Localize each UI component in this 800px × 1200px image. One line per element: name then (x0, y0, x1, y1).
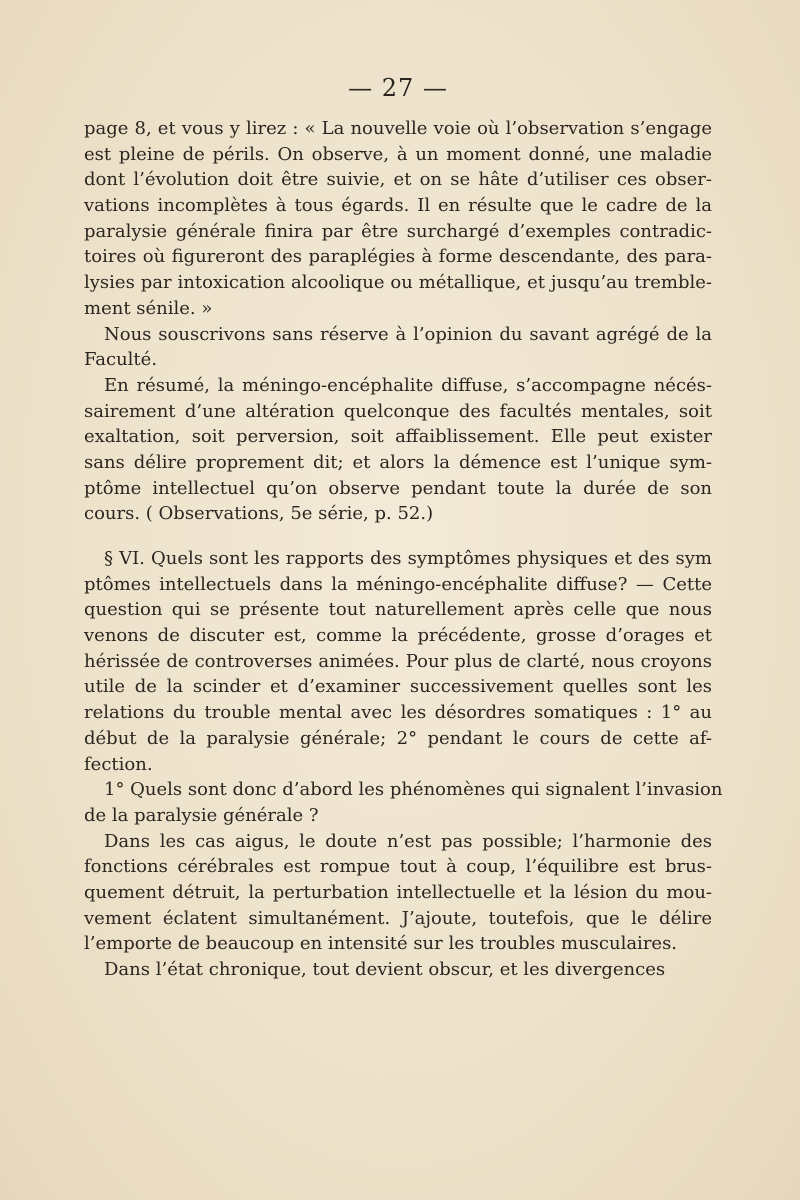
text-line: vement éclatent simultanément. J’ajoute, toutefois, que le délire (84, 907, 712, 929)
text-line: relations du trouble mental avec les désordres somatiques : 1° au (84, 702, 712, 724)
text-line: toires où figureront des paraplégies à forme descendante, des para- (84, 246, 712, 268)
text-line: hérissée de controverses animées. Pour plus de clarté, nous croyons (84, 650, 712, 672)
text-line: de la paralysie générale ? (84, 804, 319, 826)
text-line: quement détruit, la perturbation intellectuelle et la lésion du mou- (84, 881, 712, 903)
text-line: vations incomplètes à tous égards. Il en résulte que le cadre de la (84, 195, 712, 217)
text-line: Faculté. (84, 349, 158, 371)
text-line: Dans les cas aigus, le doute n’est pas possible; l’harmonie des (104, 830, 712, 852)
text-line: est pleine de périls. On observe, à un moment donné, une maladie (84, 143, 712, 165)
text-line: 1° Quels sont donc d’abord les phénomènes qui signalent l’invasion (104, 779, 723, 801)
page (84, 72, 723, 983)
body-text (84, 116, 723, 983)
text-line: ptôme intellectuel qu’on observe pendant toute la durée de son (84, 477, 712, 499)
section-gap (84, 527, 712, 546)
text-line: ment sénile. » (84, 297, 213, 319)
text-line: Dans l’état chronique, tout devient obscur, et les divergences (104, 959, 666, 980)
text-line: cours. ( Observations, 5e série, p. 52.) (84, 503, 434, 525)
text-line: fection. (84, 753, 153, 775)
text-line: ptômes intellectuels dans la méningo-encéphalite diffuse? — Cette (84, 573, 712, 595)
text-line: En résumé, la méningo-encéphalite diffuse, s’accompagne nécés- (104, 374, 712, 396)
text-line: question qui se présente tout naturellement après celle que nous (84, 599, 712, 621)
text-line: utile de la scinder et d’examiner successivement quelles sont les (84, 676, 712, 698)
text-line: sairement d’une altération quelconque des facultés mentales, soit (84, 400, 712, 422)
text-line: venons de discuter est, comme la précédente, grosse d’orages et (84, 625, 712, 647)
text-line: paralysie générale finira par être surchargé d’exemples contradic- (84, 220, 712, 242)
text-line: début de la paralysie générale; 2° pendant le cours de cette af- (84, 727, 712, 749)
text-line: l’emporte de beaucoup en intensité sur les troubles musculaires. (84, 933, 678, 955)
text-line: page 8, et vous y lirez : « La nouvelle voie où l’observation s’engage (84, 118, 712, 139)
text-line: Nous souscrivons sans réserve à l’opinion du savant agrégé de la (104, 323, 712, 345)
text-line: lysies par intoxication alcoolique ou métallique, et jusqu’au tremble- (84, 272, 712, 294)
text-line: § VI. Quels sont les rapports des symptômes physiques et des sym (104, 548, 712, 569)
text-line: dont l’évolution doit être suivie, et on se hâte d’utiliser ces obser- (84, 169, 712, 191)
page-number: — 27 — (348, 74, 448, 102)
text-line: fonctions cérébrales est rompue tout à coup, l’équilibre est brus- (84, 856, 712, 878)
text-line: sans délire proprement dit; et alors la démence est l’unique sym- (84, 451, 712, 473)
text-line: exaltation, soit perversion, soit affaiblissement. Elle peut exister (84, 426, 712, 448)
